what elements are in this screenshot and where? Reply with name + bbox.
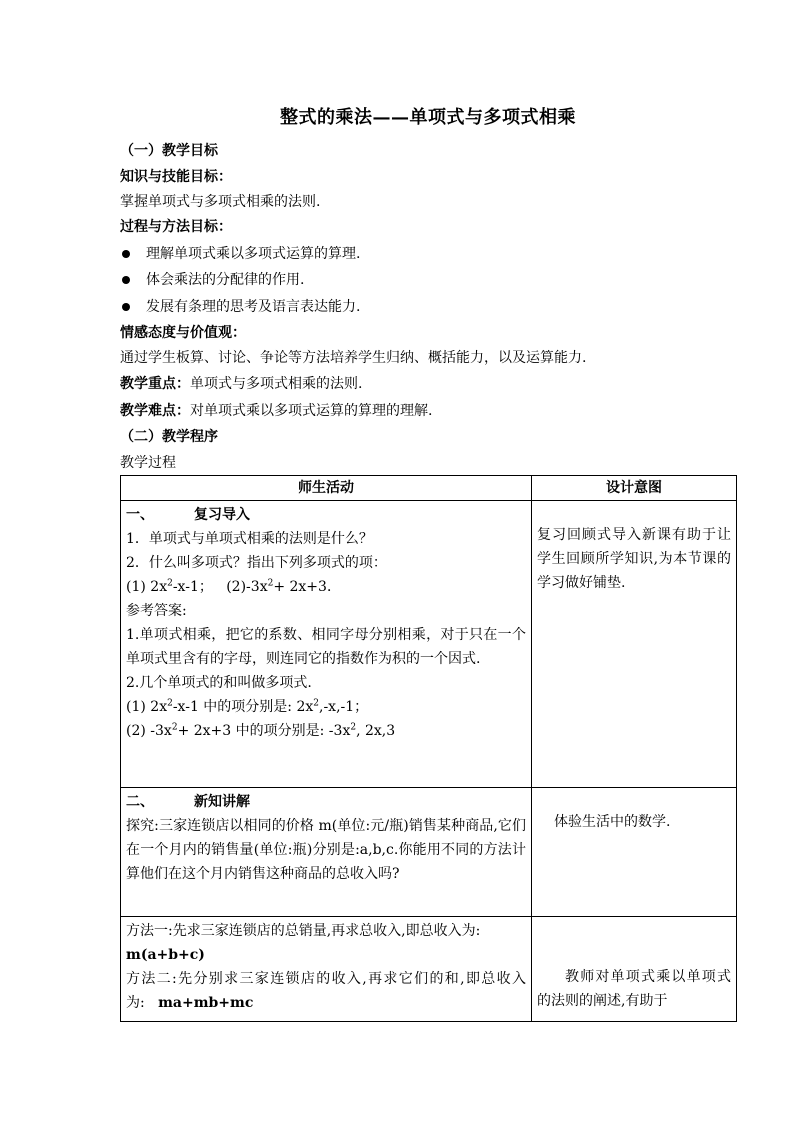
row1-ans2: 2.几个单项式的和叫做多项式.	[126, 675, 312, 691]
row3-activity	[121, 917, 532, 1022]
emotion-heading: 情感态度与价值观：	[120, 325, 246, 341]
row2-activity	[121, 788, 532, 917]
row2-text: 探究:三家连锁店以相同的价格 m(单位:元/瓶)销售某种商品,它们在一个月内的销售量(单位:瓶)分别是:a,b,c.你能用不同的方法计算他们在这个月内销售这种商品的总收入吗?	[126, 818, 526, 882]
row1-intent-text: 复习回顾式导入新课有助于让学生回顾所学知识,为本节课的学习做好铺垫.	[537, 527, 731, 591]
bullet-icon	[122, 303, 130, 311]
row3-intent	[532, 917, 737, 1022]
table-row	[121, 917, 737, 1022]
key-point-label: 教学重点：	[120, 376, 190, 392]
table-row	[121, 501, 737, 788]
knowledge-heading: 知识与技能目标：	[120, 169, 232, 185]
table-row	[121, 788, 737, 917]
process-label: 教学过程	[120, 455, 176, 471]
col-header-activity: 师生活动	[121, 476, 532, 501]
difficulty-label: 教学难点：	[120, 403, 190, 419]
row1-ans1: 1.单项式相乘，把它的系数、相同字母分别相乘，对于只在一个单项式里含有的字母，则连同它的指数作为积的一个因式.	[126, 627, 526, 667]
row1-exprs: (1) $2x^2-x-1$； $(2)-3x^2+ 2x+3$．	[126, 578, 341, 595]
process-bullet-item: 体会乘法的分配律的作用.	[120, 270, 304, 290]
process-bullet-item: 发展有条理的思考及语言表达能力.	[120, 297, 360, 317]
row1-ans-b: (2) $-3x^2+ 2x+3$ 中的项分别是: $-3x^2$, 2x,3	[126, 722, 396, 739]
process-heading: 过程与方法目标：	[120, 219, 232, 235]
row1-activity	[121, 501, 532, 788]
row1-q2: 2．什么叫多项式？指出下列多项式的项：	[126, 555, 387, 571]
row2-heading: 二、 新知讲解	[126, 794, 250, 810]
difficulty	[120, 401, 432, 421]
row3-method2: 方法二:先分别求三家连锁店的收入,再求它们的和,即总收入为: ma+mb+mc	[126, 971, 526, 1011]
knowledge-text: 掌握单项式与多项式相乘的法则.	[120, 194, 321, 210]
bullet-icon	[122, 276, 130, 284]
table-header-row	[121, 476, 737, 501]
process-bullet-item: 理解单项式乘以多项式运算的算理.	[120, 244, 360, 264]
difficulty-text: 对单项式乘以多项式运算的算理的理解.	[190, 403, 433, 419]
page-title: 整式的乘法——单项式与多项式相乘	[280, 107, 576, 128]
row1-q1: 1．单项式与单项式相乘的法则是什么？	[126, 531, 373, 547]
section2-heading: （二）教学程序	[120, 429, 218, 445]
row2-intent	[532, 788, 737, 917]
lesson-process-table	[120, 475, 737, 1022]
bullet-icon	[122, 250, 130, 258]
row3-method1: 方法一:先求三家连锁店的总销量,再求总收入,即总收入为:	[126, 923, 481, 939]
row1-ans-a: (1) $2x^2-x-1$ 中的项分别是: $2x^2,-x,-1$；	[126, 698, 369, 715]
section1-heading: （一）教学目标	[120, 143, 218, 159]
col-header-intent: 设计意图	[532, 476, 737, 501]
key-point	[120, 374, 362, 394]
row1-intent	[532, 501, 737, 788]
row1-answer-label: 参考答案:	[126, 603, 187, 619]
row3-intent-text: 教师对单项式乘以单项式的法则的阐述,有助于	[537, 969, 731, 1009]
row1-heading: 一、 复习导入	[126, 507, 250, 523]
row2-intent-text: 体验生活中的数学.	[554, 814, 671, 830]
row3-method1-formula: m(a+b+c)	[126, 947, 205, 963]
emotion-text: 通过学生板算、讨论、争论等方法培养学生归纳、概括能力，以及运算能力.	[120, 350, 587, 366]
key-point-text: 单项式与多项式相乘的法则.	[190, 376, 363, 392]
